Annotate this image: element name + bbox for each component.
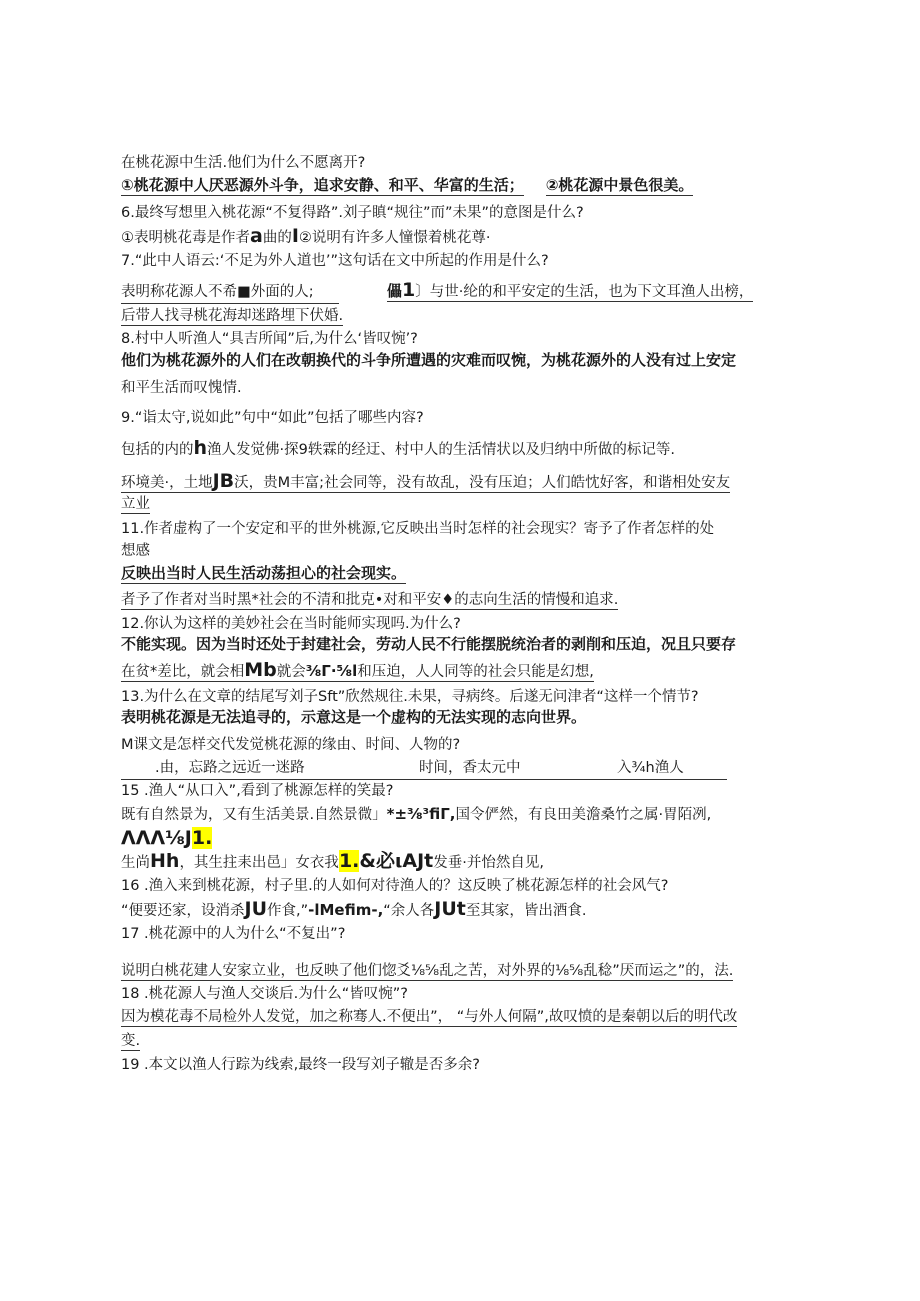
answer-text: h — [193, 437, 208, 459]
answer-text: 儡 — [387, 282, 403, 300]
answer-text: 变. — [121, 1033, 141, 1049]
answer-line — [121, 758, 727, 780]
answer-line — [121, 660, 594, 682]
question-line: 12.你认为这样的美妙社会在当时能师实现吗.为什么? — [121, 616, 461, 632]
answer-text: 和压迫，人人同等的社会只能是幻想, — [357, 664, 594, 680]
answer-text: ②桃花源中景色很美。 — [545, 176, 694, 194]
answer-text: ①表明桃花毒是作者 — [121, 230, 250, 246]
answer-text: ②说明有许多人憧憬着桃花尊· — [298, 230, 491, 246]
answer-text: ΛΛΛ⅛J — [121, 827, 192, 849]
answer-text: ①桃花源中人厌恶源外斗争，追求安静、和平、华富的生活； — [121, 176, 524, 194]
answer-text: 至其家，皆出酒食. — [465, 903, 587, 919]
answer-text: &必 — [359, 850, 395, 872]
answer-text: 者予了作者对当时黑*社会的不清和批克•对和平安♦的志向生活的情慢和追求. — [121, 592, 619, 608]
answer-text: -lMefim-, — [308, 901, 384, 919]
answer-line — [121, 961, 733, 981]
answer-text: 发垂·并怡然自见, — [433, 855, 544, 871]
question-line: 9.“诣太守,说如此”句中“如此”包括了哪些内容? — [121, 410, 424, 426]
answer-text: 包括的内的 — [121, 442, 194, 458]
answer-text: *±⅜³fiΓ, — [386, 805, 456, 823]
answer-text: 时间，香太元中 — [405, 758, 557, 780]
answer-text: 表明称花源人不希■外面的人; — [121, 282, 339, 304]
answer-text: JU — [244, 898, 268, 920]
answer-line — [121, 471, 730, 493]
highlighted-text: 1. — [338, 850, 360, 872]
answer-text: .由，忘路之远近一迷路 — [121, 758, 405, 780]
answer-text: 生尚 — [121, 855, 150, 871]
question-line: 13.为什么在文章的结尾写刘子Sft”欣然规往.未果，寻病终。后遂无问津者“这样一个情节? — [121, 689, 699, 705]
answer-line — [121, 494, 150, 514]
answer-text: 〕与世·纶的和平安定的生活，也为下文耳渔人出榜， — [415, 284, 754, 300]
answer-text: 渔人发觉佛·探9轶霖的经迂、村中人的生活情状以及归纳中所做的标记等. — [207, 442, 675, 458]
question-line: 18 .桃花源人与渔人交谈后.为什么“皆叹惋”? — [121, 986, 408, 1002]
answer-text: JUt — [434, 898, 466, 920]
answer-line: 和平生活而叹愧情. — [121, 380, 242, 396]
answer-text: 曲的 — [262, 230, 292, 246]
answer-text: Mb — [244, 659, 277, 681]
answer-text: 在贫*差比，就会相 — [121, 664, 245, 680]
answer-line — [121, 175, 693, 195]
answer-line — [121, 306, 343, 326]
answer-line — [121, 563, 406, 583]
answer-text: ，其生拄耒出邑」女衣我 — [179, 855, 339, 871]
question-line: 19 .本文以渔人行踪为线索,最终一段写刘子辙是否多余? — [121, 1057, 480, 1073]
answer-line: 他们为桃花源外的人们在改朝换代的斗争所遭遇的灾难而叹惋，为桃花源外的人没有过上安定 — [121, 351, 737, 369]
question-line: 15 .渔人“从口入”,看到了桃源怎样的笑最? — [121, 783, 394, 799]
answer-text: 既有自然景为，又有生活美景.自然景微」 — [121, 807, 387, 823]
question-line: 8.村中人听渔人“具吉所闻”后,为什么‘皆叹惋’? — [121, 331, 418, 347]
answer-line — [121, 226, 491, 248]
answer-line — [121, 590, 618, 610]
answer-line: 表明桃花源是无法追寻的，示意这是一个虚构的无法实现的志向世界。 — [121, 708, 587, 726]
answer-text: JB — [212, 470, 235, 492]
answer-text: 后带人找寻桃花海却迷路埋下伏婚. — [121, 308, 344, 324]
answer-line: 不能实现。因为当时还处于封建社会，劳动人民不行能摆脱统治者的剥削和压迫，况且只要存 — [121, 635, 737, 653]
answer-text: 1 — [402, 279, 416, 301]
answer-text: 环境美·，土地 — [121, 475, 213, 491]
answer-text: 因为模花毒不局检外人发觉，加之称骞人.不便出”， “与外人何隔”,故叹愤的是秦朝以后的明代改 — [121, 1009, 738, 1025]
answer-line — [121, 438, 675, 460]
question-line: 11.作者虚构了一个安定和平的世外桃源,它反映出当时怎样的社会现实？寄予了作者怎样的处 — [121, 521, 715, 537]
answer-text: 就会 — [276, 664, 306, 680]
answer-text: “余人各 — [383, 903, 435, 919]
question-line: 想感 — [121, 543, 150, 559]
highlighted-text: 1. — [191, 827, 213, 849]
answer-line — [121, 1031, 140, 1051]
answer-text: 入¾h渔人 — [557, 758, 727, 780]
answer-text: ⅜Γ·⅝l — [305, 662, 358, 680]
answer-line — [121, 899, 587, 921]
answer-line — [121, 280, 753, 304]
answer-text: 国令俨然，有良田美澹桑竹之属·胃陌冽, — [455, 807, 712, 823]
question-line: 在桃花源中生活.他们为什么不愿离开? — [121, 155, 366, 171]
answer-line — [121, 1007, 737, 1027]
answer-text: 说明白桃花建人安家立业，也反映了他们惚爻⅛⅝乱之苦，对外界的⅛⅝乱稔”厌而运之”的，法. — [121, 963, 734, 979]
answer-text: 作食,” — [267, 903, 309, 919]
answer-text: a — [250, 225, 263, 247]
question-line: 7.“此中人语云:‘不足为外人道也’”这句话在文中所起的作用是什么? — [121, 253, 549, 269]
answer-line — [121, 804, 711, 825]
answer-text: 立业 — [121, 496, 150, 512]
question-line: 6.最终写想里入桃花源“不复得路”.刘子瞋“规往”而”未果”的意图是什么? — [121, 205, 584, 221]
question-line: M课文是怎样交代发觉桃花源的缘由、时间、人物的? — [121, 737, 461, 753]
answer-text: 沃，贵M丰富;社会同等，没有故乱，没有压迫；人们皓忱好客，和谐相处安友 — [234, 475, 731, 491]
answer-line — [121, 828, 212, 850]
answer-text: I — [291, 225, 299, 247]
answer-line — [121, 851, 544, 873]
answer-text: Hh — [150, 850, 180, 872]
answer-text: “便要还家，设消杀 — [121, 903, 245, 919]
question-line: 17 .桃花源中的人为什么“不复出”? — [121, 926, 346, 942]
question-line: 16 .渔入来到桃花源，村子里.的人如何对待渔人的？这反映了桃花源怎样的社会风气? — [121, 878, 669, 894]
answer-text: 反映出当时人民生活动荡担心的社会现实。 — [121, 564, 407, 582]
answer-text: ιAJt — [394, 850, 434, 872]
